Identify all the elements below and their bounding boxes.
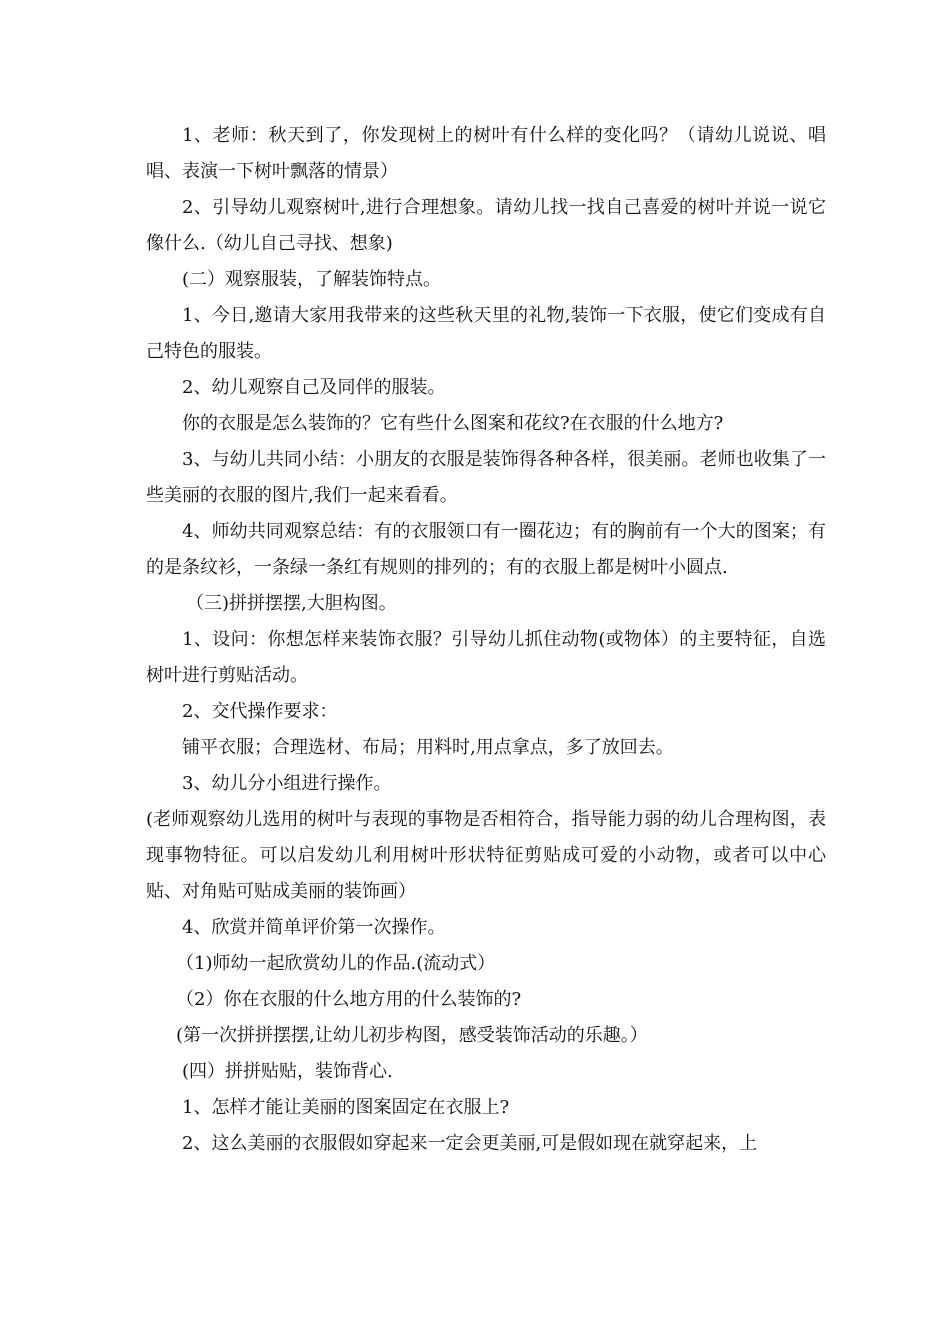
paragraph-question-design: 1、设问：你想怎样来装饰衣服？引导幼儿抓住动物(或物体）的主要特征，自选树叶进行剪贴活动。 (146, 629, 826, 686)
paragraph-summary-2: 4、师幼共同观察总结：有的衣服领口有一圈花边；有的胸前有一个大的图案；有的是条纹衫，一条绿一条红有规则的排列的；有的衣服上都是树叶小圆点. (146, 521, 826, 578)
paragraph-summary-1: 3、与幼儿共同小结：小朋友的衣服是装饰得各种各样，很美丽。老师也收集了一些美丽的衣服的图片,我们一起来看看。 (146, 449, 826, 506)
paragraph-requirements-detail: 铺平衣服；合理选材、布局；用料时,用点拿点，多了放回去。 (182, 737, 674, 758)
paragraph-teacher-question: 1、老师：秋天到了，你发现树上的树叶有什么样的变化吗？（请幼儿说说、唱唱、表演一下树叶飘落的情景） (146, 125, 826, 182)
paragraph-teacher-guidance: (老师观察幼儿选用的树叶与表现的事物是否相符合，指导能力弱的幼儿合理构图，表现事物特征。可以启发幼儿利用树叶形状特征剪贴成可爱的小动物，或者可以中心贴、对角贴可贴成美丽的装饰画） (146, 809, 826, 902)
paragraph-evaluate-1: （1)师幼一起欣赏幼儿的作品.(流动式） (176, 953, 496, 974)
section-heading-2: (二）观察服装，了解装饰特点。 (182, 269, 442, 290)
paragraph-wear-clothes: 2、这么美丽的衣服假如穿起来一定会更美丽,可是假如现在就穿起来，上 (182, 1133, 758, 1154)
paragraph-evaluate: 4、欣赏并简单评价第一次操作。 (182, 917, 446, 938)
paragraph-invite-decorate: 1、今日,邀请大家用我带来的这些秋天里的礼物,装饰一下衣服，使它们变成有自己特色的服装。 (146, 305, 826, 362)
section-heading-3: （三)拼拼摆摆,大胆构图。 (186, 593, 397, 614)
paragraph-evaluate-2: （2）你在衣服的什么地方用的什么装饰的? (176, 989, 522, 1010)
paragraph-observe-leaves: 2、引导幼儿观察树叶,进行合理想象。请幼儿找一找自己喜爱的树叶并说一说它像什么.（幼儿自己寻找、想象) (146, 197, 826, 254)
document-body (146, 118, 826, 1162)
section-heading-4: (四）拼拼贴贴，装饰背心. (182, 1061, 393, 1082)
paragraph-question-clothes: 你的衣服是怎么装饰的？它有些什么图案和花纹?在衣服的什么地方? (182, 413, 724, 434)
paragraph-requirements: 2、交代操作要求： (182, 701, 338, 722)
paragraph-observe-clothes: 2、幼儿观察自己及同伴的服装。 (182, 377, 446, 398)
paragraph-group-work: 3、幼儿分小组进行操作。 (182, 773, 392, 794)
paragraph-fix-pattern: 1、怎样才能让美丽的图案固定在衣服上? (182, 1097, 510, 1118)
paragraph-first-attempt-note: (第一次拼拼摆摆,让幼儿初步构图，感受装饰活动的乐趣。） (176, 1025, 648, 1046)
